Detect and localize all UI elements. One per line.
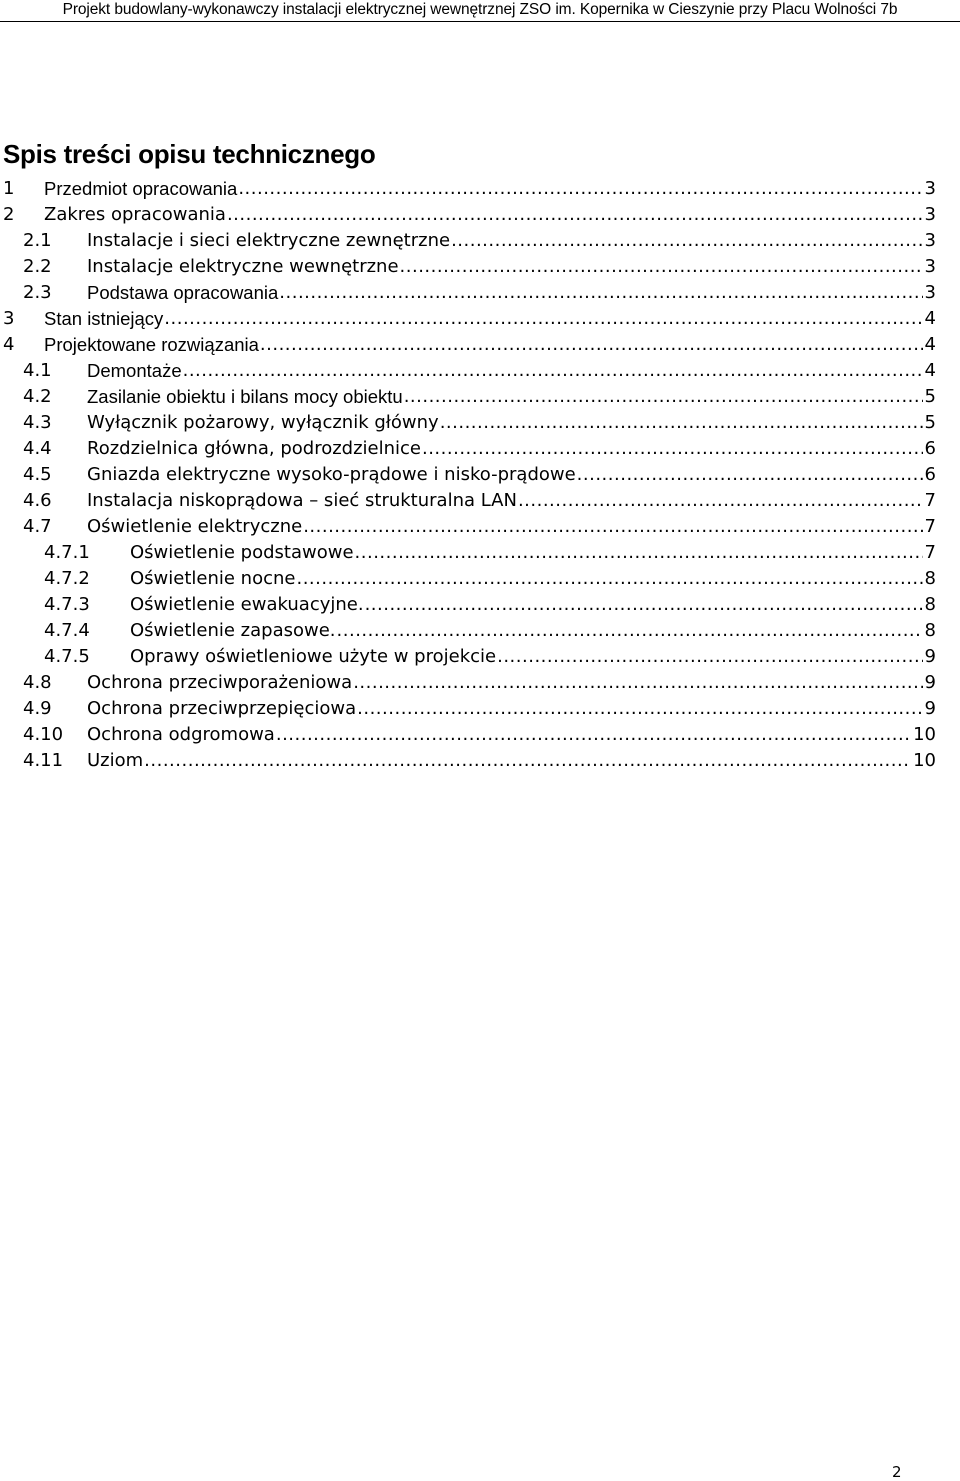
dot-leader (451, 229, 935, 253)
toc-entry-4-4[interactable] (0, 435, 960, 461)
toc-entry-title: Oświetlenie nocne (130, 568, 296, 589)
toc-entry-page: 7 (924, 542, 936, 563)
toc-entry-title: Oprawy oświetleniowe użyte w projekcie (130, 646, 497, 667)
toc-entry-page: 4 (924, 308, 936, 329)
toc-entry-number: 4.7.4 (44, 620, 90, 641)
toc-title: Spis treści opisu technicznego (3, 139, 376, 169)
toc-entry-number: 4.10 (23, 724, 64, 745)
toc-entry-4-7-2[interactable] (0, 565, 960, 591)
toc-entry-page: 9 (924, 698, 936, 719)
toc-entry-title: Instalacje elektryczne wewnętrzne (87, 256, 399, 277)
dot-leader (238, 177, 935, 201)
toc-entry-page: 3 (924, 256, 936, 277)
toc-entry-number: 4.7.5 (44, 646, 90, 667)
toc-entry-4-8[interactable] (0, 669, 960, 695)
toc-entry-title: Uziom (87, 750, 144, 771)
toc-entry-number: 4.7.1 (44, 542, 90, 563)
toc-entry-title: Oświetlenie zapasowe. (130, 620, 336, 641)
dot-leader (260, 333, 935, 357)
toc-entry-4-7[interactable] (0, 513, 960, 539)
toc-entry-number: 4.8 (23, 672, 52, 693)
toc-entry-4-7-4[interactable] (0, 617, 960, 643)
toc-entry-1[interactable] (0, 175, 960, 201)
toc-entry-4-5[interactable] (0, 461, 960, 487)
toc-entry-number: 2.3 (23, 282, 52, 303)
toc-entry-title: Oświetlenie ewakuacyjne. (130, 594, 364, 615)
toc-entry-number: 4.7.3 (44, 594, 90, 615)
toc-entry-title: Oświetlenie podstawowe (130, 542, 354, 563)
toc-entry-4-1[interactable] (0, 357, 960, 383)
toc-entry-number: 1 (3, 178, 15, 199)
dot-leader (497, 645, 935, 669)
toc-entry-number: 4 (3, 334, 15, 355)
toc-entry-number: 3 (3, 308, 15, 329)
toc-entry-title: Wyłącznik pożarowy, wyłącznik główny (87, 412, 439, 433)
dot-leader (144, 749, 935, 773)
toc-entry-4-9[interactable] (0, 695, 960, 721)
toc-entry-title: Podstawa opracowania (87, 282, 279, 303)
toc-entry-title: Oświetlenie elektryczne (87, 516, 303, 537)
dot-leader (183, 359, 935, 383)
toc-entry-title: Ochrona przeciwprzepięciowa (87, 698, 357, 719)
dot-leader (357, 697, 935, 721)
toc-entry-number: 4.11 (23, 750, 64, 771)
toc-entry-page: 9 (924, 672, 936, 693)
toc-entry-number: 4.7 (23, 516, 52, 537)
toc-entry-number: 4.9 (23, 698, 52, 719)
toc-entry-page: 5 (924, 412, 936, 433)
toc-entry-title: Projektowane rozwiązania (44, 334, 259, 355)
toc-entry-number: 4.5 (23, 464, 52, 485)
dot-leader (355, 541, 935, 565)
toc-entry-number: 2.1 (23, 230, 52, 251)
dot-leader (276, 723, 935, 747)
toc-entry-4-7-5[interactable] (0, 643, 960, 669)
toc-entry-page: 6 (924, 438, 936, 459)
toc-entry-title: Instalacje i sieci elektryczne zewnętrzne (87, 230, 451, 251)
toc-entry-title: Rozdzielnica główna, podrozdzielnice (87, 438, 421, 459)
dot-leader (518, 489, 935, 513)
toc-entry-title: Ochrona odgromowa (87, 724, 275, 745)
toc-entry-2[interactable] (0, 201, 960, 227)
toc-entry-title: Przedmiot opracowania (44, 178, 238, 199)
toc-entry-page: 10 (913, 750, 936, 771)
toc-entry-title: Stan istniejący (44, 308, 164, 329)
toc-entry-page: 4 (924, 334, 936, 355)
dot-leader (164, 307, 935, 331)
toc-entry-page: 3 (924, 204, 936, 225)
toc-entry-title: Instalacja niskoprądowa – sieć strukturalna LAN (87, 490, 517, 511)
toc-entry-4-6[interactable] (0, 487, 960, 513)
dot-leader (400, 255, 935, 279)
toc-entry-title: Zakres opracowania (44, 204, 226, 225)
toc-entry-page: 7 (924, 516, 936, 537)
toc-entry-title: Zasilanie obiektu i bilans mocy obiektu (87, 386, 403, 407)
toc-entry-number: 2.2 (23, 256, 52, 277)
dot-leader (404, 385, 935, 409)
toc-entry-2-2[interactable] (0, 253, 960, 279)
toc-entry-page: 9 (924, 646, 936, 667)
table-of-contents (0, 175, 960, 773)
dot-leader (577, 463, 935, 487)
toc-entry-page: 8 (924, 568, 936, 589)
dot-leader (227, 203, 935, 227)
dot-leader (279, 281, 935, 305)
toc-entry-4-7-3[interactable] (0, 591, 960, 617)
toc-entry-page: 8 (924, 594, 936, 615)
dot-leader (337, 619, 935, 643)
toc-entry-4[interactable] (0, 331, 960, 357)
toc-entry-number: 4.6 (23, 490, 52, 511)
page-number: 2 (892, 1463, 902, 1481)
toc-entry-title: Demontaże (87, 360, 182, 381)
toc-entry-page: 4 (924, 360, 936, 381)
toc-entry-number: 2 (3, 204, 15, 225)
toc-entry-4-11[interactable] (0, 747, 960, 773)
toc-entry-number: 4.4 (23, 438, 52, 459)
toc-entry-page: 7 (924, 490, 936, 511)
toc-entry-page: 8 (924, 620, 936, 641)
dot-leader (353, 671, 935, 695)
toc-entry-3[interactable] (0, 305, 960, 331)
toc-entry-number: 4.1 (23, 360, 52, 381)
toc-entry-4-7-1[interactable] (0, 539, 960, 565)
dot-leader (296, 567, 935, 591)
toc-entry-page: 3 (924, 178, 936, 199)
dot-leader (303, 515, 935, 539)
toc-entry-4-2[interactable] (0, 383, 960, 409)
page-header: Projekt budowlany-wykonawczy instalacji elektrycznej wewnętrznej ZSO im. Kopernika w Cieszynie przy Placu Wolności 7b (0, 0, 960, 22)
toc-entry-page: 3 (924, 230, 936, 251)
toc-entry-4-10[interactable] (0, 721, 960, 747)
toc-entry-2-3[interactable] (0, 279, 960, 305)
toc-entry-page: 6 (924, 464, 936, 485)
toc-entry-number: 4.7.2 (44, 568, 90, 589)
toc-entry-2-1[interactable] (0, 227, 960, 253)
toc-entry-page: 5 (924, 386, 936, 407)
dot-leader (365, 593, 935, 617)
toc-entry-number: 4.2 (23, 386, 52, 407)
toc-entry-4-3[interactable] (0, 409, 960, 435)
toc-entry-number: 4.3 (23, 412, 52, 433)
toc-entry-title: Ochrona przeciwporażeniowa (87, 672, 353, 693)
toc-entry-page: 3 (924, 282, 936, 303)
dot-leader (422, 437, 935, 461)
toc-entry-title: Gniazda elektryczne wysoko-prądowe i nisko-prądowe (87, 464, 576, 485)
dot-leader (440, 411, 935, 435)
toc-entry-page: 10 (913, 724, 936, 745)
